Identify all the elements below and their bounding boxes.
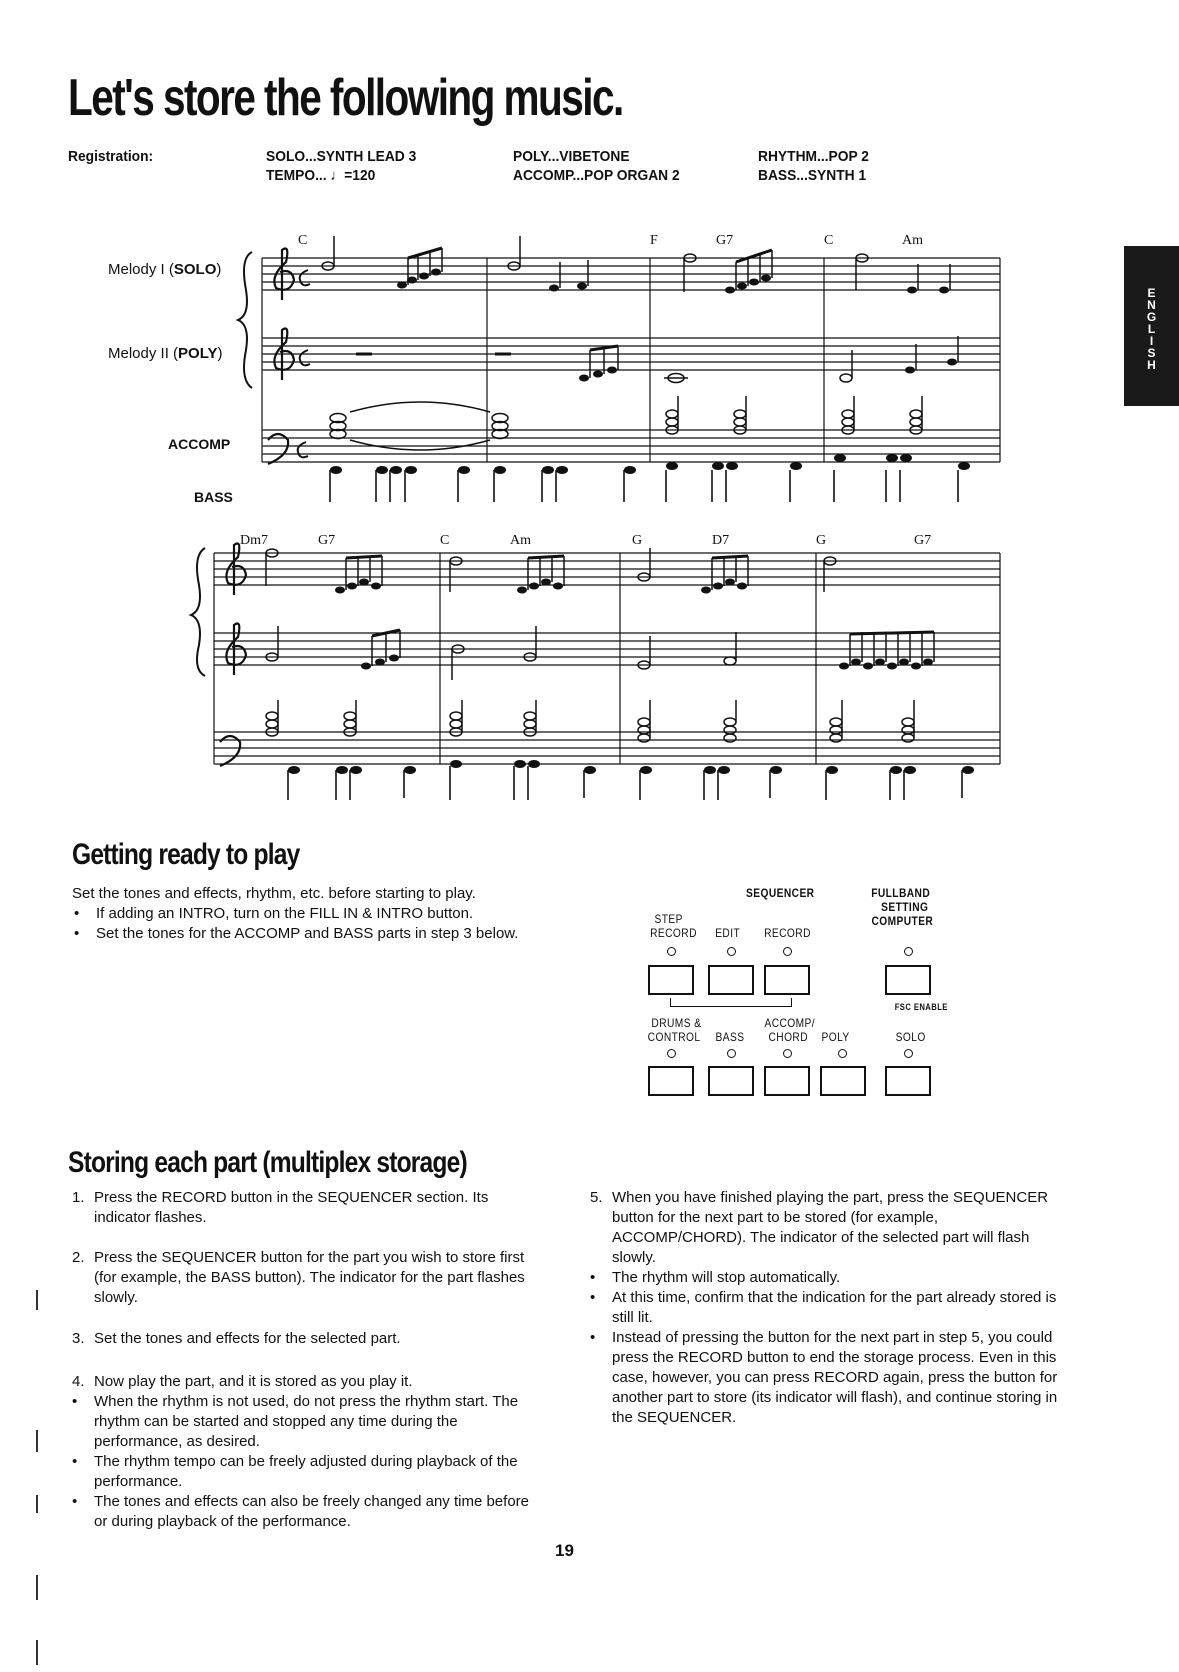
staff-melody2-system1: [262, 338, 1000, 370]
binding-mark: [36, 1290, 38, 1310]
panel-label-record: RECORD: [764, 926, 811, 940]
registration-accomp: ACCOMP...POP ORGAN 2: [513, 167, 680, 184]
tab-letter: L: [1147, 322, 1156, 336]
staff-accomp-system2: [214, 732, 1000, 764]
panel-label-bass: BASS: [715, 1030, 745, 1044]
panel-label-fullband: FULLBAND: [871, 886, 931, 900]
music-score: [0, 0, 1179, 800]
tab-letter: I: [1149, 334, 1154, 348]
registration-solo: SOLO...SYNTH LEAD 3: [266, 148, 417, 165]
poly-button[interactable]: [820, 1066, 866, 1096]
chord-symbol: G7: [914, 533, 932, 548]
edit-button[interactable]: [708, 965, 754, 995]
binding-mark: [36, 1575, 38, 1600]
indicator-led: [667, 1049, 676, 1058]
binding-mark: [36, 1640, 38, 1665]
panel-label-step-record: RECORD: [650, 926, 697, 940]
staff-melody1-system2: [214, 553, 1000, 585]
staff-label-accomp: ACCOMP: [168, 436, 231, 452]
section-heading-getting-ready: Getting ready to play: [72, 838, 300, 871]
indicator-led: [783, 1049, 792, 1058]
chord-symbol: Dm7: [240, 533, 268, 548]
registration-poly: POLY...VIBETONE: [513, 148, 630, 165]
binding-mark: [36, 1495, 38, 1513]
accomp-chord-button[interactable]: [764, 1066, 810, 1096]
tab-letter: S: [1147, 346, 1156, 360]
indicator-led: [667, 947, 676, 956]
chord-symbol: G: [816, 533, 827, 548]
chord-symbol: C: [824, 233, 834, 248]
tab-letter: E: [1147, 286, 1156, 300]
chord-symbol: G: [632, 533, 643, 548]
indicator-led: [904, 947, 913, 956]
chord-symbol: Am: [902, 233, 923, 248]
staff-label-melody2: Melody II (POLY): [108, 345, 223, 362]
fullband-setting-computer-button[interactable]: [885, 965, 931, 995]
registration-bass: BASS...SYNTH 1: [758, 167, 867, 184]
panel-label-edit: EDIT: [715, 926, 741, 940]
panel-label-drums: DRUMS &: [651, 1016, 702, 1030]
chord-symbol: F: [650, 233, 658, 248]
panel-label-solo: SOLO: [895, 1030, 926, 1044]
panel-label-sequencer: SEQUENCER: [746, 886, 815, 900]
panel-label-step: STEP: [654, 912, 683, 926]
chord-symbol: Am: [510, 533, 531, 548]
panel-label-chord: CHORD: [768, 1030, 809, 1044]
melody1-notes: [322, 236, 950, 292]
staff-melody1-system1: [262, 258, 1000, 290]
bracket-line: [670, 998, 792, 1007]
drums-control-button[interactable]: [648, 1066, 694, 1096]
staff-label-bass: BASS: [194, 489, 233, 505]
panel-label-computer: COMPUTER: [871, 914, 934, 928]
page-number: 19: [555, 1541, 574, 1560]
bass-button[interactable]: [708, 1066, 754, 1096]
indicator-led: [783, 947, 792, 956]
registration-tempo: TEMPO... ♩=120: [266, 167, 376, 184]
indicator-led: [838, 1049, 847, 1058]
indicator-led: [727, 947, 736, 956]
record-button[interactable]: [764, 965, 810, 995]
getting-ready-intro: Set the tones and effects, rhythm, etc. before starting to play.: [72, 885, 476, 902]
chord-symbol: D7: [712, 533, 730, 548]
panel-label-control: CONTROL: [647, 1030, 701, 1044]
chord-symbol: C: [440, 533, 450, 548]
tab-letter: H: [1147, 358, 1156, 372]
tab-letter: G: [1146, 310, 1157, 324]
staff-label-melody1: Melody I (SOLO): [108, 261, 222, 278]
indicator-led: [904, 1049, 913, 1058]
chord-symbol: C: [298, 233, 308, 248]
panel-label-fsc-enable: FSC ENABLE: [894, 1002, 948, 1012]
registration-label: Registration:: [68, 148, 154, 165]
tab-letter: N: [1147, 298, 1156, 312]
chord-symbol: G7: [716, 233, 734, 248]
chord-symbol: G7: [318, 533, 336, 548]
getting-ready-bullet: • If adding an INTRO, turn on the FILL IN & INTRO button.: [74, 905, 474, 922]
indicator-led: [727, 1049, 736, 1058]
getting-ready-bullet: • Set the tones for the ACCOMP and BASS parts in step 3 below.: [74, 925, 519, 942]
panel-label-accomp: ACCOMP/: [764, 1016, 816, 1030]
panel-label-setting: SETTING: [881, 900, 929, 914]
section-heading-storing: Storing each part (multiplex storage): [68, 1146, 467, 1179]
step-record-button[interactable]: [648, 965, 694, 995]
binding-mark: [36, 1430, 38, 1452]
panel-label-poly: POLY: [821, 1030, 850, 1044]
page-title: Let's store the following music.: [68, 69, 623, 127]
registration-rhythm: RHYTHM...POP 2: [758, 148, 869, 165]
solo-button[interactable]: [885, 1066, 931, 1096]
